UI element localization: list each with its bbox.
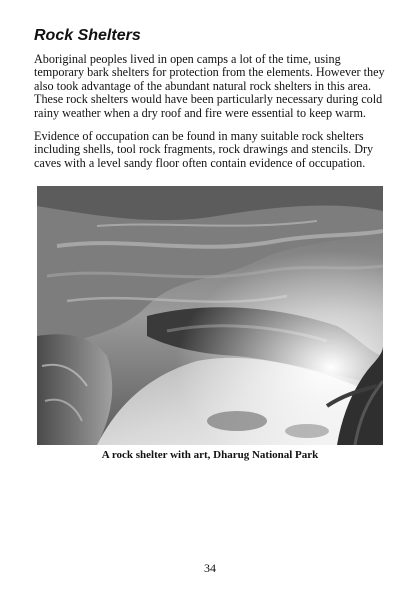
page-number: 34 bbox=[204, 561, 216, 575]
paragraph-evidence: Evidence of occupation can be found in many suitable rock shelters including shells, tool rock fragments, rock drawings and stencils. Dry caves with a level sandy floor often contain evidence of occupation. bbox=[34, 129, 374, 170]
paragraph-open-camps: Aboriginal peoples lived in open camps a lot of the time, using temporary bark shelters for protection from the elements. However they also took advantage of the abundant natural rock shelters in this area. These rock shelters would have been particularly necessary during cold rainy weather when a dry roof and fire were essential to keep warm. bbox=[34, 52, 385, 120]
rock-shelter-image bbox=[37, 186, 383, 445]
photo-caption: A rock shelter with art, Dharug National Park bbox=[101, 449, 319, 461]
rock-shelter-photo bbox=[37, 186, 383, 445]
section-heading: Rock Shelters bbox=[34, 27, 141, 44]
